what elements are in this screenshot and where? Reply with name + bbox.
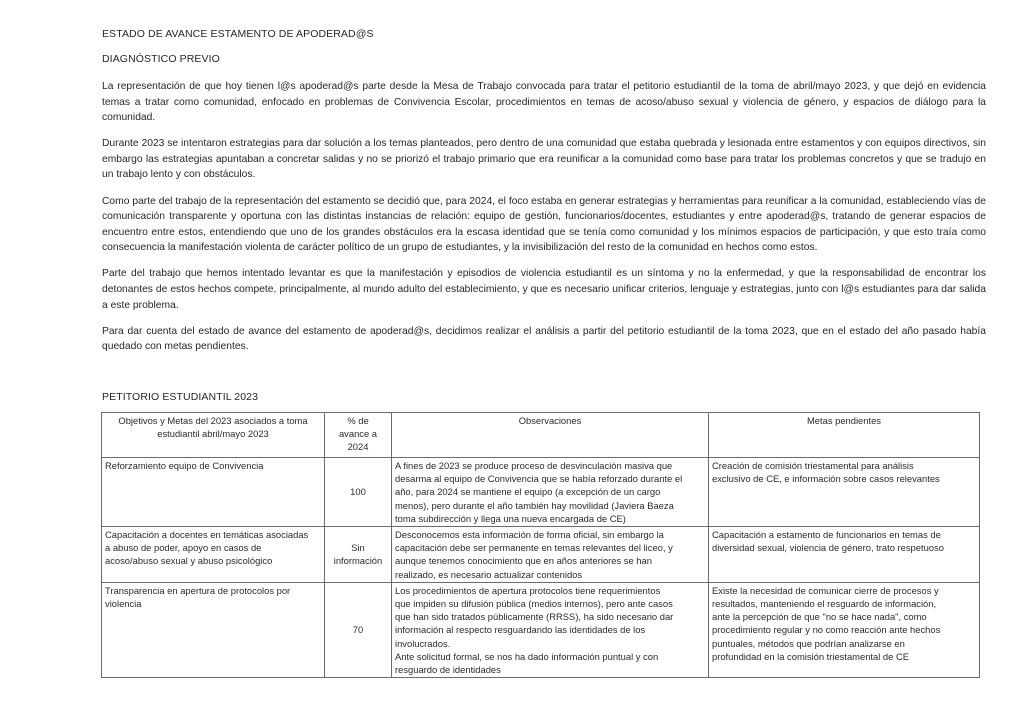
progress-cell: Sin información xyxy=(325,527,392,583)
table-row xyxy=(102,527,980,583)
table-row xyxy=(102,458,980,527)
header-pending-goals: Metas pendientes xyxy=(709,413,980,458)
petitorio-table xyxy=(101,412,980,678)
pending-goals-cell: Capacitación a estamento de funcionarios en temas de diversidad sexual, violencia de género, trato respetuoso xyxy=(709,527,980,583)
section-heading-diagnostico: DIAGNÓSTICO PREVIO xyxy=(102,53,220,65)
header-objectives: Objetivos y Metas del 2023 asociados a toma estudiantil abril/mayo 2023 xyxy=(102,413,325,458)
document-title: ESTADO DE AVANCE ESTAMENTO DE APODERAD@S xyxy=(102,28,374,40)
paragraph: Durante 2023 se intentaron estrategias para dar solución a los temas planteados, pero dentro de una comunidad que estaba quebrada y lesionada entre estamentos y con equipos directivos, sin embargo las estrategias apuntaban a concretar salidas y no se priorizó el trabajo primario que era reunificar a la comunidad como base para tratar los problemas concretos y que se tradujo en un trabajo lento y con obstáculos. xyxy=(102,138,986,181)
progress-cell: 70 xyxy=(325,582,392,677)
objective-cell: Transparencia en apertura de protocolos por violencia xyxy=(102,582,325,677)
objective-cell: Capacitación a docentes en temáticas asociadas a abuso de poder, apoyo en casos de acoso/abuso sexual y abuso psicológico xyxy=(102,527,325,583)
objective-cell: Reforzamiento equipo de Convivencia xyxy=(102,458,325,527)
observations-cell: Desconocemos esta información de forma oficial, sin embargo la capacitación debe ser permanente en temas relevantes del liceo, y aunque tenemos conocimiento que en años anteriores se han realizado, es necesario actualizar contenidos xyxy=(392,527,709,583)
observations-cell: A fines de 2023 se produce proceso de desvinculación masiva que desarma al equipo de Convivencia que se había reforzado durante el año, para 2024 se mantiene el equipo (a excepción de un cargo menos), pero durante el año también hay movilidad (Javiera Baeza toma subdirección y llega una nueva encargada de CE) xyxy=(392,458,709,527)
header-progress: % de avance a 2024 xyxy=(325,413,392,458)
table-row xyxy=(102,582,980,677)
observations-cell: Los procedimientos de apertura protocolos tiene requerimientos que impiden su difusión pública (medios internos), pero ante casos que han sido tratados públicamente (RRSS), ha sido necesario dar información al respecto resguardando las identidades de los involucrados. Ante solicitud formal, se nos ha dado información puntual y con resguardo de identidades xyxy=(392,582,709,677)
pending-goals-cell: Creación de comisión triestamental para análisis exclusivo de CE, e información sobre casos relevantes xyxy=(709,458,980,527)
header-observations: Observaciones xyxy=(392,413,709,458)
table-header-row xyxy=(102,413,980,458)
section-heading-petitorio: PETITORIO ESTUDIANTIL 2023 xyxy=(102,391,259,403)
paragraph: Para dar cuenta del estado de avance del estamento de apoderad@s, decidimos realizar el análisis a partir del petitorio estudiantil de la toma 2023, que en el estado del año pasado había quedado con metas pendientes. xyxy=(102,325,986,353)
paragraph: Como parte del trabajo de la representación del estamento se decidió que, para 2024, el foco estaba en generar estrategias y herramientas para reunificar a la comunidad, estableciendo vías de comunicación transparente y oportuna con las distintas instancias de relación: equipo de gestión, funcionarios/docentes, estudiantes y entre apoderad@s, tratando de generar espacios de encuentro entre estos, entendiendo que uno de los grandes obstáculos era la escasa identidad que se tenía como comunidad y los mínimos espacios de participación, y que esto traía como consecuencia la manifestación violenta de carácter político de un grupo de estudiantes, y la invisibilización del resto de la comunidad en hechos como estos. xyxy=(102,195,986,254)
progress-cell: 100 xyxy=(325,458,392,527)
paragraph: La representación de que hoy tienen l@s apoderad@s parte desde la Mesa de Trabajo convocada para tratar el petitorio estudiantil de la toma de abril/mayo 2023, y que dejó en evidencia temas a tratar como comunidad, enfocado en problemas de Convivencia Escolar, procedimientos en temas de acoso/abuso sexual y violencia de género, y espacios de diálogo para la comunidad. xyxy=(102,81,986,124)
pending-goals-cell: Existe la necesidad de comunicar cierre de procesos y resultados, manteniendo el resguardo de información, ante la percepción de que "no se hace nada", como procedimiento regular y no como reacción ante hechos puntuales, métodos que podrían analizarse en profundidad en la comisión triestamental de CE xyxy=(709,582,980,677)
diagnostic-paragraphs xyxy=(102,79,986,365)
paragraph: Parte del trabajo que hemos intentado levantar es que la manifestación y episodios de violencia estudiantil es un síntoma y no la enfermedad, y que la responsabilidad de encontrar los detonantes de estos hechos compete, principalmente, al mundo adulto del establecimiento, y que es necesario unificar criterios, lenguaje y estrategias, junto con l@s estudiantes para dar salida a este problema. xyxy=(102,268,986,311)
